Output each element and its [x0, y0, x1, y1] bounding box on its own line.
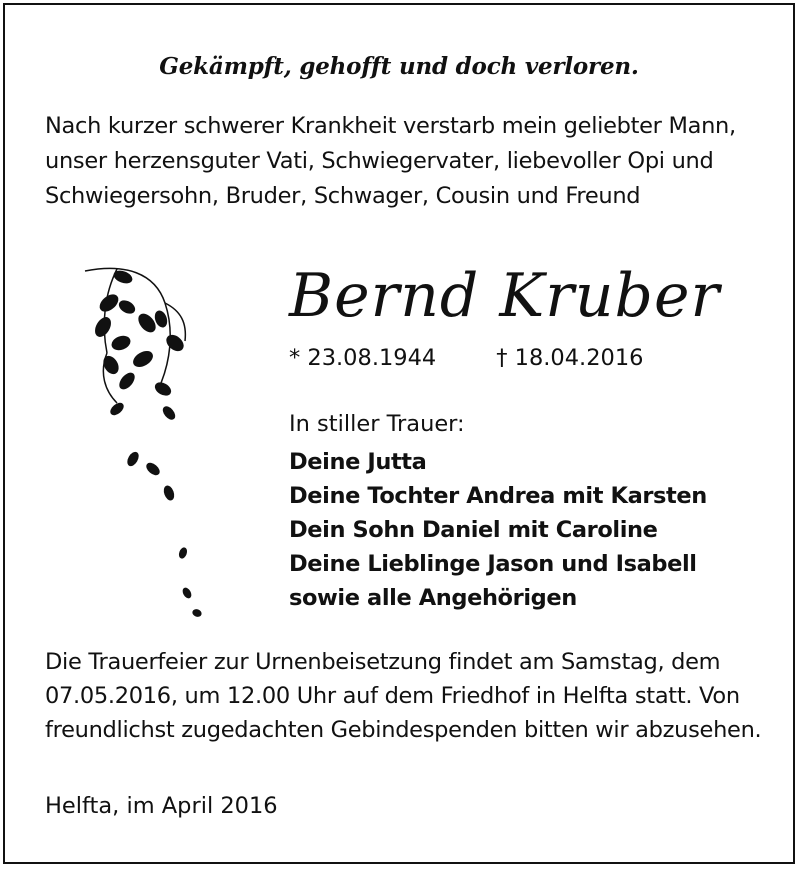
birth-date: * 23.08.1944 — [289, 345, 437, 371]
life-dates — [289, 345, 643, 371]
deceased-name: Bernd Kruber — [289, 261, 721, 331]
ceremony-text: Die Trauerfeier zur Urnenbeisetzung findet am Samstag, dem 07.05.2016, um 12.00 Uhr auf dem Friedhof in Helfta statt. Von freundlichst zugedachten Gebindespenden bitten wir abzusehen. — [45, 649, 762, 743]
mourner: Deine Jutta — [289, 449, 427, 475]
mourners-list — [289, 445, 707, 615]
mourner: Deine Tochter Andrea mit Karsten — [289, 483, 707, 509]
mourning-heading: In stiller Trauer: — [289, 411, 465, 437]
obituary-notice — [3, 3, 795, 864]
place-date: Helfta, im April 2016 — [45, 793, 278, 819]
mourner: Dein Sohn Daniel mit Caroline — [289, 517, 658, 543]
mourner: Deine Lieblinge Jason und Isabell — [289, 551, 697, 577]
mourner: sowie alle Angehörigen — [289, 585, 577, 611]
motto: Gekämpft, gehofft und doch verloren. — [159, 53, 639, 80]
death-date: † 18.04.2016 — [496, 345, 644, 371]
intro-text: Nach kurzer schwerer Krankheit verstarb mein geliebter Mann, unser herzensguter Vati, Schwiegervater, liebevoller Opi und Schwiegersohn, Bruder, Schwager, Cousin und Freund — [45, 113, 736, 209]
falling-leaves-icon — [65, 263, 225, 633]
